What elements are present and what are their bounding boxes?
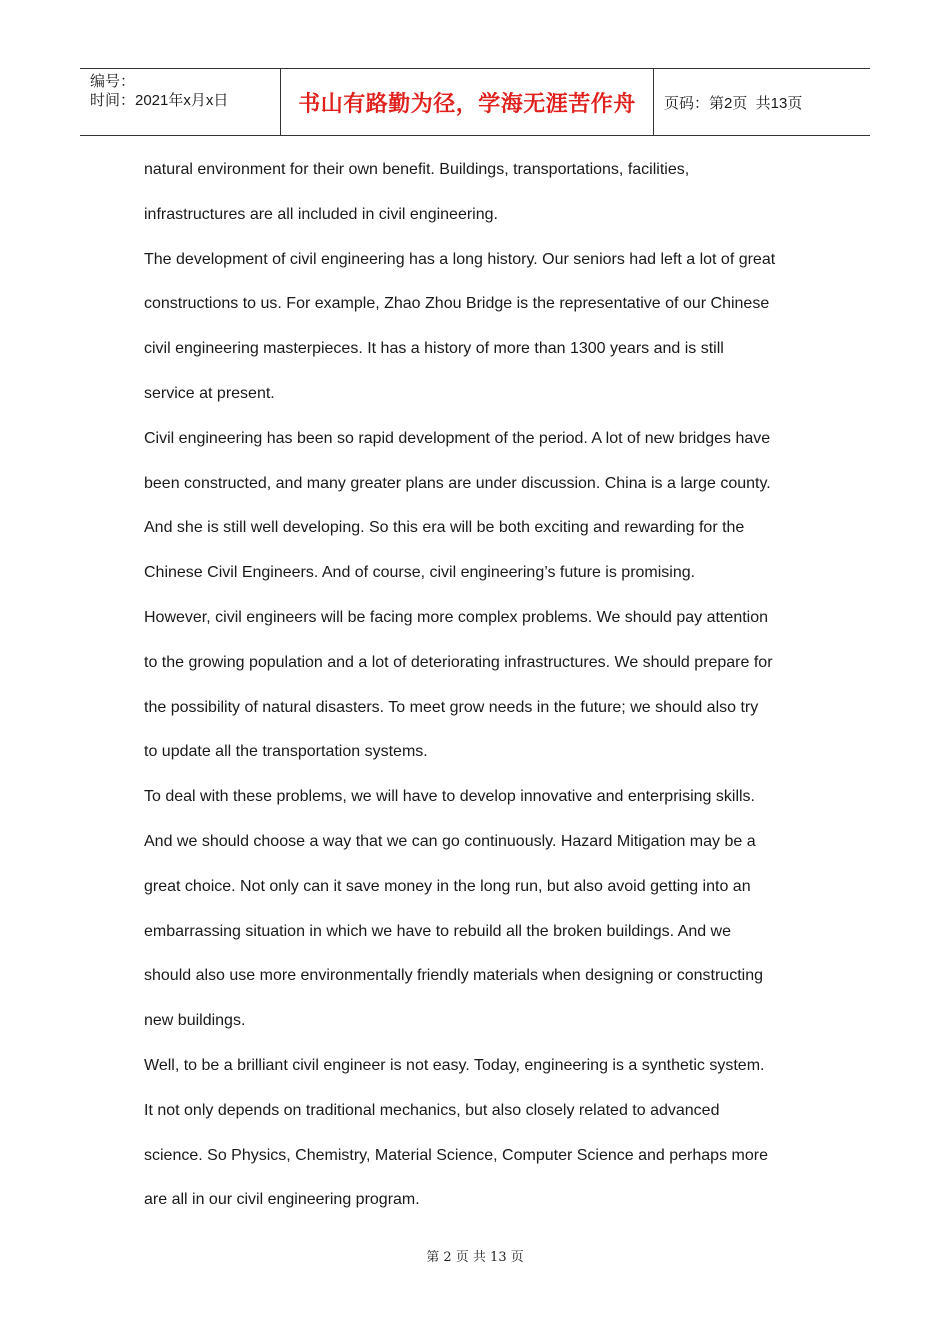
time-label: 时间：2021年x月x日 xyxy=(90,92,229,109)
text-line: great choice. Not only can it save money in the long run, but also avoid getting into an xyxy=(144,877,751,895)
code-label: 编号： xyxy=(90,73,136,90)
text-line: And she is still well developing. So this era will be both exciting and rewarding for the xyxy=(144,519,745,537)
text-line: natural environment for their own benefit. Buildings, transportations, facilities, xyxy=(144,161,690,178)
text-line: To deal with these problems, we will have to develop innovative and enterprising skills. xyxy=(144,788,755,806)
page-header xyxy=(80,68,870,136)
page-info: 页码：第2页 共13页 xyxy=(664,94,803,112)
document-body xyxy=(144,148,824,1223)
text-line: The development of civil engineering has a long history. Our seniors had left a lot of great xyxy=(144,250,776,268)
text-line: new buildings. xyxy=(144,1012,246,1030)
text-line: science. So Physics, Chemistry, Material Science, Computer Science and perhaps more xyxy=(144,1146,768,1164)
text-line: However, civil engineers will be facing more complex problems. We should pay attention xyxy=(144,608,769,626)
text-line: to update all the transportation systems. xyxy=(144,743,428,761)
text-line: to the growing population and a lot of deteriorating infrastructures. We should prepare for xyxy=(144,653,773,671)
text-line: embarrassing situation in which we have to rebuild all the broken buildings. And we xyxy=(144,922,732,940)
text-line: are all in our civil engineering program. xyxy=(144,1191,420,1209)
text-line: Civil engineering has been so rapid development of the period. A lot of new bridges have xyxy=(144,429,771,447)
page-footer: 第 2 页 共 13 页 xyxy=(426,1250,524,1265)
text-line: should also use more environmentally friendly materials when designing or constructing xyxy=(144,967,763,985)
text-line: civil engineering masterpieces. It has a history of more than 1300 years and is still xyxy=(144,340,724,358)
text-line: infrastructures are all included in civil engineering. xyxy=(144,205,498,223)
text-line: been constructed, and many greater plans are under discussion. China is a large county. xyxy=(144,474,771,492)
text-line: And we should choose a way that we can go continuously. Hazard Mitigation may be a xyxy=(144,832,756,850)
text-line: Chinese Civil Engineers. And of course, civil engineering’s future is promising. xyxy=(144,564,696,582)
text-line: It not only depends on traditional mechanics, but also closely related to advanced xyxy=(144,1101,720,1119)
text-line: service at present. xyxy=(144,384,275,402)
text-line: Well, to be a brilliant civil engineer is not easy. Today, engineering is a synthetic system. xyxy=(144,1056,765,1074)
text-line: constructions to us. For example, Zhao Zhou Bridge is the representative of our Chinese xyxy=(144,295,770,313)
text-line: the possibility of natural disasters. To meet grow needs in the future; we should also try xyxy=(144,698,759,716)
header-meta xyxy=(80,69,281,135)
motto: 书山有路勤为径，学海无涯苦作舟 xyxy=(281,69,654,135)
